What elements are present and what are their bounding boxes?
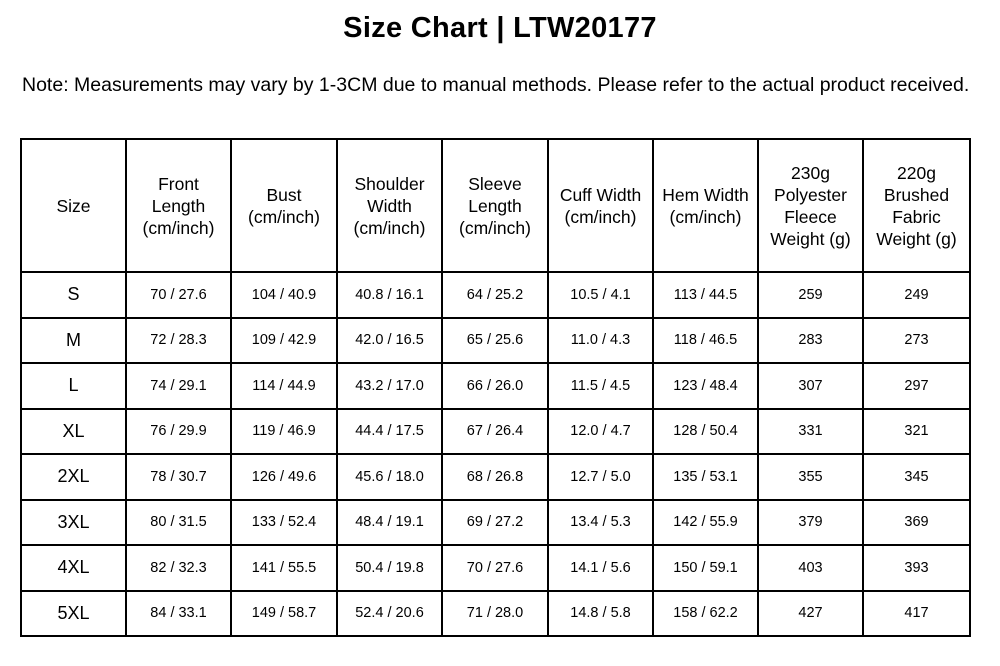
table-row: [21, 363, 970, 409]
table-cell: 345: [863, 454, 970, 500]
table-row: [21, 545, 970, 591]
table-cell: 133 / 52.4: [231, 500, 337, 546]
table-cell: 369: [863, 500, 970, 546]
table-cell: 71 / 28.0: [442, 591, 548, 637]
table-cell: 104 / 40.9: [231, 272, 337, 318]
table-cell-size: M: [21, 318, 126, 364]
table-cell-size: 5XL: [21, 591, 126, 637]
table-row: [21, 454, 970, 500]
table-cell: 84 / 33.1: [126, 591, 231, 637]
table-row: [21, 318, 970, 364]
table-cell: 14.8 / 5.8: [548, 591, 653, 637]
page-title: Size Chart | LTW20177: [343, 12, 657, 44]
table-cell: 123 / 48.4: [653, 363, 758, 409]
table-cell: 297: [863, 363, 970, 409]
table-cell: 259: [758, 272, 863, 318]
table-cell: 273: [863, 318, 970, 364]
table-cell: 403: [758, 545, 863, 591]
header-size: Size: [21, 139, 126, 272]
table-cell: 135 / 53.1: [653, 454, 758, 500]
table-cell: 45.6 / 18.0: [337, 454, 442, 500]
table-cell: 427: [758, 591, 863, 637]
table-cell: 109 / 42.9: [231, 318, 337, 364]
table-cell: 14.1 / 5.6: [548, 545, 653, 591]
table-row: [21, 409, 970, 455]
table-cell-size: L: [21, 363, 126, 409]
header-hem-width: Hem Width (cm/inch): [653, 139, 758, 272]
table-cell: 118 / 46.5: [653, 318, 758, 364]
table-cell: 114 / 44.9: [231, 363, 337, 409]
table-cell: 355: [758, 454, 863, 500]
table-cell: 72 / 28.3: [126, 318, 231, 364]
table-cell: 69 / 27.2: [442, 500, 548, 546]
table-cell: 50.4 / 19.8: [337, 545, 442, 591]
table-cell: 119 / 46.9: [231, 409, 337, 455]
table-cell: 321: [863, 409, 970, 455]
table-cell: 52.4 / 20.6: [337, 591, 442, 637]
table-cell: 11.0 / 4.3: [548, 318, 653, 364]
table-cell: 307: [758, 363, 863, 409]
table-cell: 40.8 / 16.1: [337, 272, 442, 318]
header-row: [21, 139, 970, 272]
table-cell-size: 4XL: [21, 545, 126, 591]
table-cell: 10.5 / 4.1: [548, 272, 653, 318]
table-cell: 417: [863, 591, 970, 637]
table-cell: 68 / 26.8: [442, 454, 548, 500]
table-cell-size: S: [21, 272, 126, 318]
table-cell: 80 / 31.5: [126, 500, 231, 546]
header-brushed-fabric-weight: 220g Brushed Fabric Weight (g): [863, 139, 970, 272]
table-cell: 44.4 / 17.5: [337, 409, 442, 455]
table-cell: 249: [863, 272, 970, 318]
table-cell: 78 / 30.7: [126, 454, 231, 500]
table-cell: 11.5 / 4.5: [548, 363, 653, 409]
table-cell: 142 / 55.9: [653, 500, 758, 546]
table-cell: 76 / 29.9: [126, 409, 231, 455]
table-row: [21, 591, 970, 637]
header-cuff-width: Cuff Width (cm/inch): [548, 139, 653, 272]
table-row: [21, 500, 970, 546]
table-cell: 64 / 25.2: [442, 272, 548, 318]
table-cell: 70 / 27.6: [442, 545, 548, 591]
table-cell: 393: [863, 545, 970, 591]
table-row: [21, 272, 970, 318]
table-cell: 283: [758, 318, 863, 364]
table-cell: 12.0 / 4.7: [548, 409, 653, 455]
table-cell: 70 / 27.6: [126, 272, 231, 318]
header-polyester-fleece-weight: 230g Polyester Fleece Weight (g): [758, 139, 863, 272]
table-cell: 82 / 32.3: [126, 545, 231, 591]
header-sleeve-length: Sleeve Length (cm/inch): [442, 139, 548, 272]
table-cell: 66 / 26.0: [442, 363, 548, 409]
table-cell: 149 / 58.7: [231, 591, 337, 637]
table-cell: 74 / 29.1: [126, 363, 231, 409]
table-cell: 67 / 26.4: [442, 409, 548, 455]
size-chart-table: [20, 138, 971, 637]
table-cell: 65 / 25.6: [442, 318, 548, 364]
header-shoulder-width: Shoulder Width (cm/inch): [337, 139, 442, 272]
table-cell: 48.4 / 19.1: [337, 500, 442, 546]
table-cell: 42.0 / 16.5: [337, 318, 442, 364]
table-cell: 126 / 49.6: [231, 454, 337, 500]
table-cell: 13.4 / 5.3: [548, 500, 653, 546]
table-cell: 43.2 / 17.0: [337, 363, 442, 409]
table-cell-size: 2XL: [21, 454, 126, 500]
table-cell: 141 / 55.5: [231, 545, 337, 591]
table-cell: 150 / 59.1: [653, 545, 758, 591]
table-cell-size: 3XL: [21, 500, 126, 546]
table-cell: 12.7 / 5.0: [548, 454, 653, 500]
header-front-length: Front Length (cm/inch): [126, 139, 231, 272]
table-cell: 128 / 50.4: [653, 409, 758, 455]
table-cell: 331: [758, 409, 863, 455]
measurement-note: Note: Measurements may vary by 1-3CM due to manual methods. Please refer to the actual product received.: [22, 74, 970, 96]
table-cell: 113 / 44.5: [653, 272, 758, 318]
table-cell: 158 / 62.2: [653, 591, 758, 637]
header-bust: Bust (cm/inch): [231, 139, 337, 272]
table-cell: 379: [758, 500, 863, 546]
table-cell-size: XL: [21, 409, 126, 455]
